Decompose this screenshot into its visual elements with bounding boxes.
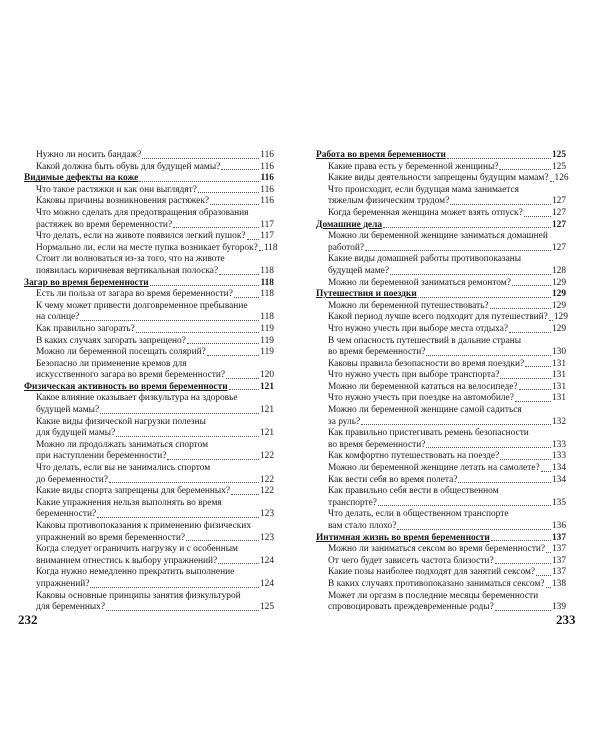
toc-entry bbox=[24, 486, 274, 498]
toc-entry bbox=[316, 451, 566, 463]
toc-section-heading bbox=[24, 382, 274, 394]
toc-entry-title: тяжелым физическим трудом? bbox=[328, 196, 450, 207]
toc-entry bbox=[24, 591, 274, 603]
toc-entry-title: Каковы основные принципы занятия физкультурой bbox=[36, 590, 241, 601]
toc-entry-title: Какой должна быть обувь для будущей мамы? bbox=[36, 161, 221, 172]
toc-entry bbox=[24, 602, 274, 614]
dot-leader bbox=[541, 471, 551, 472]
toc-entry-title: Какие права есть у беременной женщины? bbox=[328, 161, 499, 172]
toc-section-heading bbox=[316, 289, 566, 301]
toc-entry-title: Нормально ли, если на месте пупка возникает бугорок? bbox=[36, 242, 258, 253]
toc-entry bbox=[316, 196, 566, 208]
dot-leader bbox=[97, 517, 259, 518]
toc-page-ref: 131 bbox=[551, 393, 566, 404]
toc-entry bbox=[24, 463, 274, 475]
dot-leader bbox=[226, 378, 259, 379]
dot-leader bbox=[106, 610, 259, 611]
toc-entry-title: Можно ли беременной кататься на велосипеде? bbox=[328, 381, 518, 392]
toc-entry-title: Безопасно ли применение кремов для bbox=[36, 358, 187, 369]
toc-entry-title: Когда беременная женщина может взять отпуск? bbox=[328, 207, 523, 218]
toc-entry bbox=[24, 324, 274, 336]
toc-entry-title: От чего будет зависеть частота близости? bbox=[328, 555, 494, 566]
toc-entry-title: Как правильно себя вести в общественном bbox=[328, 486, 499, 497]
toc-entry bbox=[24, 544, 274, 556]
toc-page-ref: 129 bbox=[551, 323, 566, 334]
toc-entry-title: Какие виды спорта запрещены для беременных? bbox=[36, 486, 231, 497]
toc-page-ref: 118 bbox=[260, 265, 274, 276]
toc-entry-title: Как правильно загорать? bbox=[36, 323, 135, 334]
toc-entry-title: Какое влияние оказывает физкультура на здоровье bbox=[36, 393, 238, 404]
toc-page-ref: 118 bbox=[260, 277, 274, 288]
toc-entry-title: растяжек во время беременности? bbox=[36, 219, 173, 230]
dot-leader bbox=[536, 575, 551, 576]
toc-page-ref: 119 bbox=[260, 335, 274, 346]
toc-entry bbox=[24, 556, 274, 568]
toc-entry bbox=[316, 544, 566, 556]
toc-page-ref: 127 bbox=[551, 219, 566, 230]
toc-entry bbox=[24, 475, 274, 487]
toc-entry bbox=[24, 254, 274, 266]
toc-entry bbox=[316, 243, 566, 255]
dot-leader bbox=[549, 320, 553, 321]
toc-entry bbox=[316, 231, 566, 243]
toc-page-ref: 132 bbox=[551, 416, 566, 427]
toc-entry bbox=[316, 463, 566, 475]
toc-page-ref: 125 bbox=[551, 161, 566, 172]
toc-entry bbox=[24, 196, 274, 208]
dot-leader bbox=[490, 308, 551, 309]
toc-entry-title: Видимые дефекты на коже bbox=[24, 173, 139, 184]
toc-entry bbox=[316, 440, 566, 452]
dot-leader bbox=[210, 204, 259, 205]
toc-entry bbox=[24, 417, 274, 429]
dot-leader bbox=[500, 378, 551, 379]
toc-entry-title: до беременности? bbox=[36, 474, 108, 485]
left-page-toc bbox=[24, 150, 278, 614]
dot-leader bbox=[447, 158, 551, 159]
toc-section-heading bbox=[316, 220, 566, 232]
toc-page-ref: 118 bbox=[260, 312, 274, 323]
toc-entry bbox=[316, 417, 566, 429]
toc-section-heading bbox=[24, 278, 274, 290]
toc-entry bbox=[316, 428, 566, 440]
toc-entry bbox=[316, 336, 566, 348]
dot-leader bbox=[426, 447, 551, 448]
toc-entry-title: транспорте? bbox=[328, 497, 377, 508]
toc-entry-title: упражнений во время беременности? bbox=[36, 532, 186, 543]
toc-entry bbox=[24, 242, 278, 255]
toc-page-ref: 122 bbox=[259, 474, 274, 485]
dot-leader bbox=[173, 227, 259, 228]
toc-page-ref: 116 bbox=[260, 173, 274, 184]
toc-entry-title: беременности? bbox=[36, 509, 97, 520]
toc-page-ref: 136 bbox=[551, 521, 566, 531]
toc-page-ref: 127 bbox=[551, 196, 566, 207]
toc-page-ref: 137 bbox=[551, 555, 566, 566]
toc-entry-title: Когда следует ограничить нагрузку и с особенным bbox=[36, 544, 238, 555]
toc-entry-title: Как вести себя во время полета? bbox=[328, 474, 458, 485]
toc-entry bbox=[316, 602, 566, 614]
toc-entry-title: Какие виды деятельности запрещены будущим мамам? bbox=[328, 173, 549, 184]
toc-entry bbox=[24, 220, 274, 232]
toc-entry-title: Можно ли беременной женщине летать на самолете? bbox=[328, 463, 540, 474]
dot-leader bbox=[383, 227, 551, 228]
dot-leader bbox=[100, 413, 259, 414]
dot-leader bbox=[500, 459, 551, 460]
toc-page-ref: 125 bbox=[259, 602, 274, 613]
toc-entry bbox=[316, 324, 566, 336]
toc-page-ref: 129 bbox=[553, 312, 568, 323]
toc-entry-title: Можно ли беременной путешествовать? bbox=[328, 300, 489, 311]
dot-leader bbox=[150, 285, 260, 286]
toc-entry bbox=[24, 579, 274, 591]
toc-entry bbox=[24, 567, 274, 579]
toc-entry-title: работой? bbox=[328, 242, 365, 253]
toc-page-ref: 134 bbox=[551, 474, 566, 485]
toc-entry-title: Что нужно учесть при выборе транспорта? bbox=[328, 370, 500, 381]
toc-entry-title: за руль? bbox=[328, 416, 361, 427]
toc-page-ref: 137 bbox=[551, 567, 566, 578]
toc-entry bbox=[316, 567, 566, 579]
toc-entry bbox=[316, 312, 566, 324]
toc-entry bbox=[24, 393, 274, 405]
toc-entry bbox=[24, 185, 274, 197]
toc-entry-title: во время беременности? bbox=[328, 347, 426, 358]
toc-entry bbox=[316, 509, 566, 521]
toc-entry bbox=[316, 266, 566, 278]
dot-leader bbox=[198, 192, 259, 193]
dot-leader bbox=[218, 563, 259, 564]
toc-entry bbox=[24, 440, 274, 452]
dot-leader bbox=[247, 239, 260, 240]
toc-entry-title: В каких случаях противопоказано заниматься сексом? bbox=[328, 578, 545, 589]
dot-leader bbox=[546, 587, 551, 588]
toc-entry-title: Что можно сделать для предотвращения образования bbox=[36, 207, 249, 218]
toc-page-ref: 123 bbox=[259, 509, 274, 520]
toc-entry bbox=[24, 312, 274, 324]
toc-entry-title: Стоит ли волноваться из-за того, что на животе bbox=[36, 254, 225, 265]
toc-page-ref: 116 bbox=[260, 196, 274, 207]
toc-page-ref: 138 bbox=[551, 578, 566, 589]
toc-entry bbox=[316, 359, 566, 371]
toc-entry-title: спровоцировать преждевременные роды? bbox=[328, 602, 494, 613]
dot-leader bbox=[109, 482, 259, 483]
toc-entry-title: для будущей мамы? bbox=[36, 428, 116, 439]
toc-entry-title: будущей мамы? bbox=[36, 405, 100, 416]
dot-leader bbox=[229, 389, 259, 390]
dot-leader bbox=[378, 505, 551, 506]
toc-entry-title: Можно ли продолжать заниматься спортом bbox=[36, 439, 209, 450]
toc-page-ref: 116 bbox=[260, 150, 274, 160]
dot-leader bbox=[221, 169, 259, 170]
toc-entry bbox=[24, 231, 274, 243]
toc-entry-title: появилась коричневая вертикальная полоска? bbox=[36, 265, 219, 276]
toc-entry-title: Загар во время беременности bbox=[24, 277, 149, 288]
toc-page-ref: 123 bbox=[259, 532, 274, 543]
toc-entry bbox=[316, 173, 569, 185]
dot-leader bbox=[546, 552, 551, 553]
toc-entry bbox=[316, 393, 566, 405]
toc-entry bbox=[24, 208, 274, 220]
dot-leader bbox=[519, 389, 551, 390]
toc-entry-title: Можно ли беременной посещать солярий? bbox=[36, 347, 206, 358]
dot-leader bbox=[458, 482, 551, 483]
toc-entry bbox=[316, 521, 566, 533]
toc-entry bbox=[316, 556, 566, 568]
toc-entry bbox=[24, 162, 274, 174]
toc-page-ref: 121 bbox=[259, 405, 274, 416]
toc-page-ref: 116 bbox=[260, 161, 274, 172]
toc-page-ref: 121 bbox=[259, 381, 274, 392]
dot-leader bbox=[231, 494, 259, 495]
dot-leader bbox=[515, 401, 551, 402]
toc-page-ref: 129 bbox=[551, 277, 566, 288]
toc-entry-title: Можно ли беременной женщине заниматься домашней bbox=[328, 231, 548, 242]
toc-page-ref: 118 bbox=[260, 289, 274, 300]
toc-page-ref: 135 bbox=[551, 497, 566, 508]
toc-entry bbox=[316, 208, 566, 220]
toc-entry bbox=[316, 579, 566, 591]
dot-leader bbox=[550, 181, 554, 182]
dot-leader bbox=[390, 274, 551, 275]
toc-page-ref: 121 bbox=[259, 428, 274, 439]
toc-entry bbox=[316, 591, 566, 603]
toc-page-ref: 117 bbox=[260, 219, 274, 230]
toc-page-ref: 119 bbox=[260, 347, 274, 358]
toc-entry-title: Может ли оргазм в последние месяцы беременности bbox=[328, 590, 539, 601]
toc-page-ref: 130 bbox=[551, 347, 566, 358]
toc-entry bbox=[24, 509, 274, 521]
toc-page-ref: 127 bbox=[551, 207, 566, 218]
toc-page-ref: 119 bbox=[260, 323, 274, 334]
toc-entry-title: Какой период лучше всего подходит для путешествий? bbox=[328, 312, 548, 323]
toc-page-ref: 117 bbox=[260, 231, 274, 242]
toc-entry bbox=[316, 254, 566, 266]
toc-page-ref: 122 bbox=[259, 451, 274, 462]
toc-entry-title: искусственного загара во время беременности? bbox=[36, 370, 226, 381]
dot-leader bbox=[136, 332, 259, 333]
dot-leader bbox=[495, 610, 551, 611]
toc-entry-title: будущей маме? bbox=[328, 265, 389, 276]
toc-entry bbox=[316, 278, 566, 290]
toc-entry bbox=[24, 405, 274, 417]
toc-entry-title: Какие позы наиболее подходят для занятий сексом? bbox=[328, 567, 536, 578]
toc-page-ref: 129 bbox=[551, 289, 566, 300]
dot-leader bbox=[219, 274, 259, 275]
toc-entry-title: Какие виды домашней работы противопоказаны bbox=[328, 254, 522, 265]
toc-page-ref: 124 bbox=[259, 578, 274, 589]
toc-entry-title: вниманием отнестись к выбору упражнений? bbox=[36, 555, 218, 566]
toc-entry bbox=[24, 521, 274, 533]
toc-entry-title: Нужно ли носить бандаж? bbox=[36, 150, 142, 160]
toc-entry-title: Каковы правила безопасности во время поездки? bbox=[328, 358, 525, 369]
toc-page-ref: 133 bbox=[551, 439, 566, 450]
toc-entry bbox=[24, 301, 274, 313]
toc-entry bbox=[24, 498, 274, 510]
dot-leader bbox=[512, 285, 551, 286]
dot-leader bbox=[524, 216, 551, 217]
toc-page-ref: 118 bbox=[263, 242, 278, 253]
toc-entry bbox=[24, 347, 274, 359]
toc-page-ref: 131 bbox=[551, 381, 566, 392]
toc-entry bbox=[24, 370, 274, 382]
left-page-number: 232 bbox=[18, 612, 38, 627]
toc-page-ref: 131 bbox=[551, 370, 566, 381]
dot-leader bbox=[365, 250, 551, 251]
dot-leader bbox=[90, 587, 259, 588]
toc-section-heading bbox=[316, 533, 566, 545]
toc-section-heading bbox=[316, 150, 566, 162]
toc-entry-title: Какие виды физической нагрузки полезны bbox=[36, 416, 206, 427]
dot-leader bbox=[116, 436, 259, 437]
toc-entry bbox=[316, 475, 566, 487]
toc-entry-title: для беременных? bbox=[36, 602, 106, 613]
dot-leader bbox=[418, 297, 551, 298]
toc-page-ref: 137 bbox=[551, 532, 566, 543]
toc-entry-title: Как комфортно путешествовать на поезде? bbox=[328, 451, 500, 462]
toc-page-ref: 128 bbox=[551, 265, 566, 276]
toc-entry bbox=[24, 428, 274, 440]
dot-leader bbox=[167, 459, 258, 460]
dot-leader bbox=[186, 540, 259, 541]
toc-page-ref: 126 bbox=[554, 173, 569, 184]
toc-entry-title: Что происходит, если будущая мама занимается bbox=[328, 184, 519, 195]
toc-entry-title: В каких случаях загорать запрещено? bbox=[36, 335, 186, 346]
toc-entry bbox=[316, 486, 566, 498]
dot-leader bbox=[426, 355, 551, 356]
toc-entry bbox=[24, 451, 274, 463]
dot-leader bbox=[207, 355, 260, 356]
dot-leader bbox=[361, 424, 551, 425]
toc-entry-title: Можно ли беременной заниматься ремонтом? bbox=[328, 277, 511, 288]
toc-entry-title: Что нужно учесть при поездке на автомобиле? bbox=[328, 393, 514, 404]
toc-entry-title: во время беременности? bbox=[328, 439, 426, 450]
toc-page-ref: 131 bbox=[551, 358, 566, 369]
toc-entry bbox=[316, 185, 566, 197]
toc-page-ref: 139 bbox=[551, 602, 566, 613]
toc-entry-title: Что нужно учесть при выборе места отдыха? bbox=[328, 323, 509, 334]
toc-entry bbox=[24, 533, 274, 545]
toc-page-ref: 129 bbox=[551, 300, 566, 311]
dot-leader bbox=[139, 181, 259, 182]
toc-entry bbox=[24, 266, 274, 278]
dot-leader bbox=[525, 366, 551, 367]
toc-entry-title: Что делать, если на животе появился легкий пушок? bbox=[36, 231, 246, 242]
dot-leader bbox=[499, 169, 551, 170]
toc-page-ref: 133 bbox=[551, 451, 566, 462]
toc-page-ref: 116 bbox=[260, 184, 274, 195]
toc-page-ref: 127 bbox=[551, 242, 566, 253]
dot-leader bbox=[259, 250, 263, 251]
toc-entry-title: Можно ли беременной женщине самой садиться bbox=[328, 405, 522, 416]
toc-entry bbox=[316, 347, 566, 359]
toc-entry-title: Как правильно пристегивать ремень безопасности bbox=[328, 428, 529, 439]
right-page-toc bbox=[316, 150, 569, 614]
dot-leader bbox=[495, 563, 551, 564]
dot-leader bbox=[509, 332, 551, 333]
right-page-number: 233 bbox=[556, 612, 576, 627]
toc-page-ref: 137 bbox=[551, 544, 566, 555]
toc-page-ref: 124 bbox=[259, 555, 274, 566]
toc-entry-title: Путешествия и поездки bbox=[316, 289, 417, 300]
toc-page-ref: 125 bbox=[551, 150, 566, 160]
dot-leader bbox=[187, 343, 259, 344]
toc-entry-title: Физическая активность во время беременности bbox=[24, 381, 228, 392]
toc-entry-title: Каковы причины возникновения растяжек? bbox=[36, 196, 210, 207]
toc-entry bbox=[24, 289, 274, 301]
toc-entry bbox=[316, 382, 566, 394]
dot-leader bbox=[142, 158, 259, 159]
toc-page-ref: 120 bbox=[259, 370, 274, 381]
toc-entry bbox=[316, 301, 566, 313]
toc-entry-title: Есть ли польза от загара во время беременности? bbox=[36, 289, 233, 300]
toc-entry-title: на солнце? bbox=[36, 312, 80, 323]
dot-leader bbox=[450, 204, 551, 205]
toc-entry-title: Когда нужно немедленно прекратить выполнение bbox=[36, 567, 235, 578]
toc-entry bbox=[316, 498, 566, 510]
toc-entry-title: Работа во время беременности bbox=[316, 150, 446, 160]
toc-entry-title: Можно ли заниматься сексом во время беременности? bbox=[328, 544, 546, 555]
dot-leader bbox=[397, 529, 551, 530]
toc-section-heading bbox=[24, 173, 274, 185]
toc-entry-title: К чему может привести долговременное пребывание bbox=[36, 300, 248, 311]
toc-entry-title: Домашние дела bbox=[316, 219, 383, 230]
toc-entry bbox=[24, 336, 274, 348]
toc-page-ref: 134 bbox=[551, 463, 566, 474]
toc-page-ref: 122 bbox=[259, 486, 274, 497]
dot-leader bbox=[80, 320, 259, 321]
toc-entry-title: Что делать, если вы не занимались спортом bbox=[36, 463, 211, 474]
toc-entry-title: Какие упражнения нельзя выполнять во время bbox=[36, 497, 222, 508]
toc-entry-title: В чем опасность путешествий в дальние страны bbox=[328, 335, 522, 346]
toc-entry-title: упражнений? bbox=[36, 578, 90, 589]
toc-entry-title: Интимная жизнь во время беременности bbox=[316, 532, 490, 543]
toc-entry bbox=[316, 162, 566, 174]
toc-entry-title: Что такое растяжки и как они выглядят? bbox=[36, 184, 197, 195]
toc-entry-title: Каковы противопоказания к применению физических bbox=[36, 521, 252, 531]
toc-entry bbox=[24, 150, 274, 162]
toc-entry-title: Что делать, если в общественном транспорте bbox=[328, 509, 509, 520]
toc-entry bbox=[316, 370, 566, 382]
dot-leader bbox=[234, 297, 259, 298]
toc-entry-title: при наступлении беременности? bbox=[36, 451, 167, 462]
dot-leader bbox=[491, 540, 551, 541]
toc-entry-title: вам стало плохо? bbox=[328, 521, 397, 531]
toc-entry bbox=[24, 359, 274, 371]
toc-entry bbox=[316, 405, 566, 417]
